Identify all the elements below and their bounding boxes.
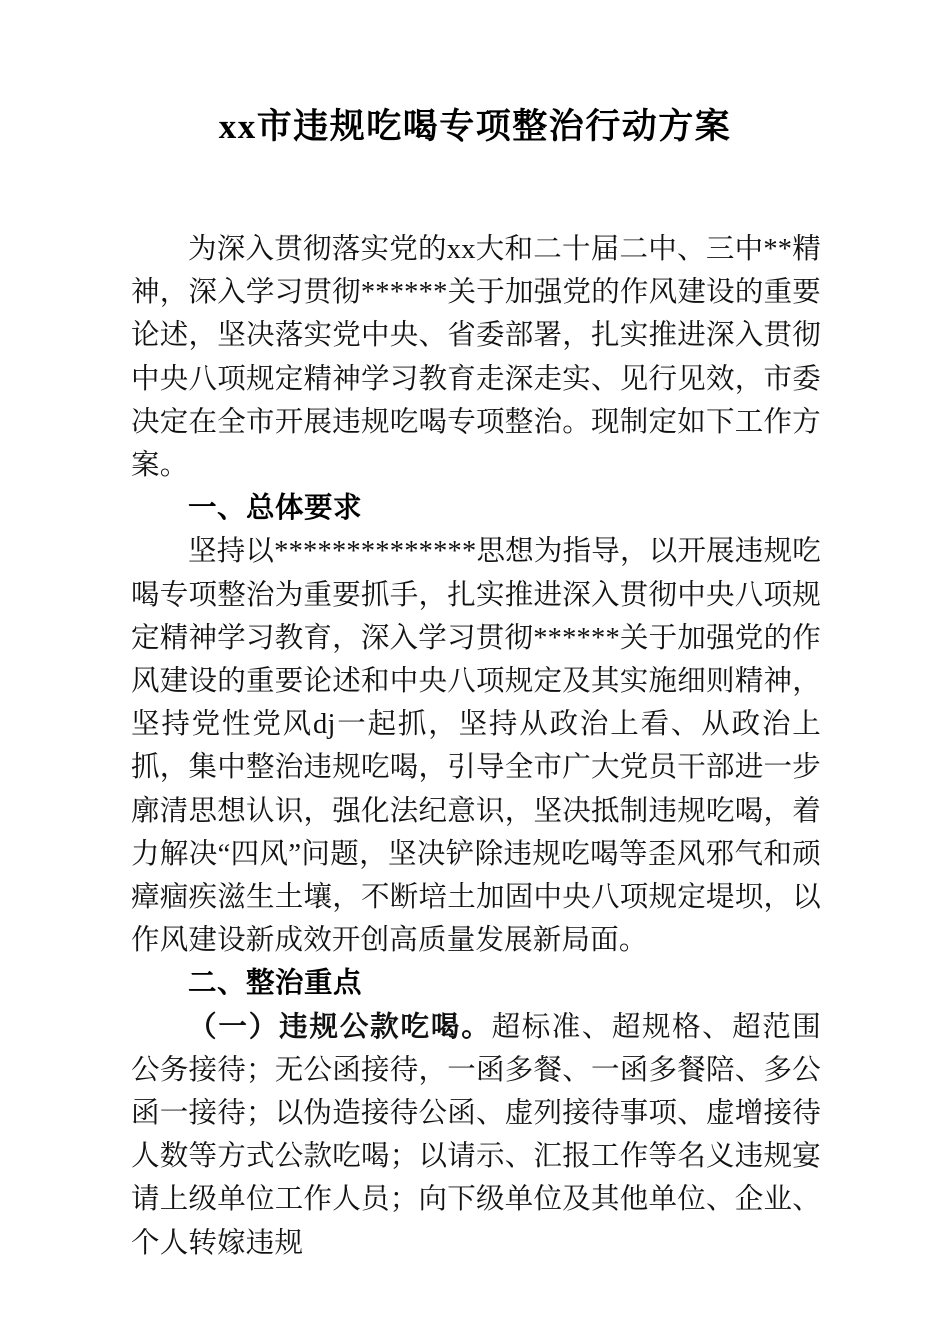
section-heading-2: 二、整治重点	[188, 967, 363, 1000]
item-1-paragraph	[131, 1006, 821, 1265]
page-title: xx市违规吃喝专项整治行动方案	[218, 107, 732, 146]
section-1-paragraph: 坚持以**************思想为指导，以开展违规吃喝专项整治为重要抓手，扎实推进深入贯彻中央八项规定精神学习教育，深入学习贯彻******关于加强党的作风建设的重要论述和中央八项规定及其实施细则精神，坚持党性党风dj一起抓，坚持从政治上看、从政治上抓，集中整治违规吃喝，引导全市广大党员干部进一步廓清思想认识，强化法纪意识，坚决抵制违规吃喝，着力解决“四风”问题，坚决铲除违规吃喝等歪风邪气和顽瘴痼疾滋生土壤，不断培土加固中央八项规定堤坝，以作风建设新成效开创高质量发展新局面。	[131, 536, 821, 957]
section-heading-1: 一、总体要求	[188, 492, 363, 525]
item-1-body: 超标准、超规格、超范围公务接待；无公函接待，一函多餐、一函多餐陪、多公函一接待；以伪造接待公函、虚列接待事项、虚增接待人数等方式公款吃喝；以请示、汇报工作等名义违规宴请上级单位工作人员；向下级单位及其他单位、企业、个人转嫁违规	[131, 1011, 821, 1259]
intro-paragraph: 为深入贯彻落实党的xx大和二十届二中、三中**精神，深入学习贯彻******关于加强党的作风建设的重要论述，坚决落实党中央、省委部署，扎实推进深入贯彻中央八项规定精神学习教育走深走实、见行见效，市委决定在全市开展违规吃喝专项整治。现制定如下工作方案。	[131, 234, 821, 482]
item-1-lead: （一）违规公款吃喝。	[188, 1010, 492, 1043]
document-body	[131, 228, 821, 1265]
